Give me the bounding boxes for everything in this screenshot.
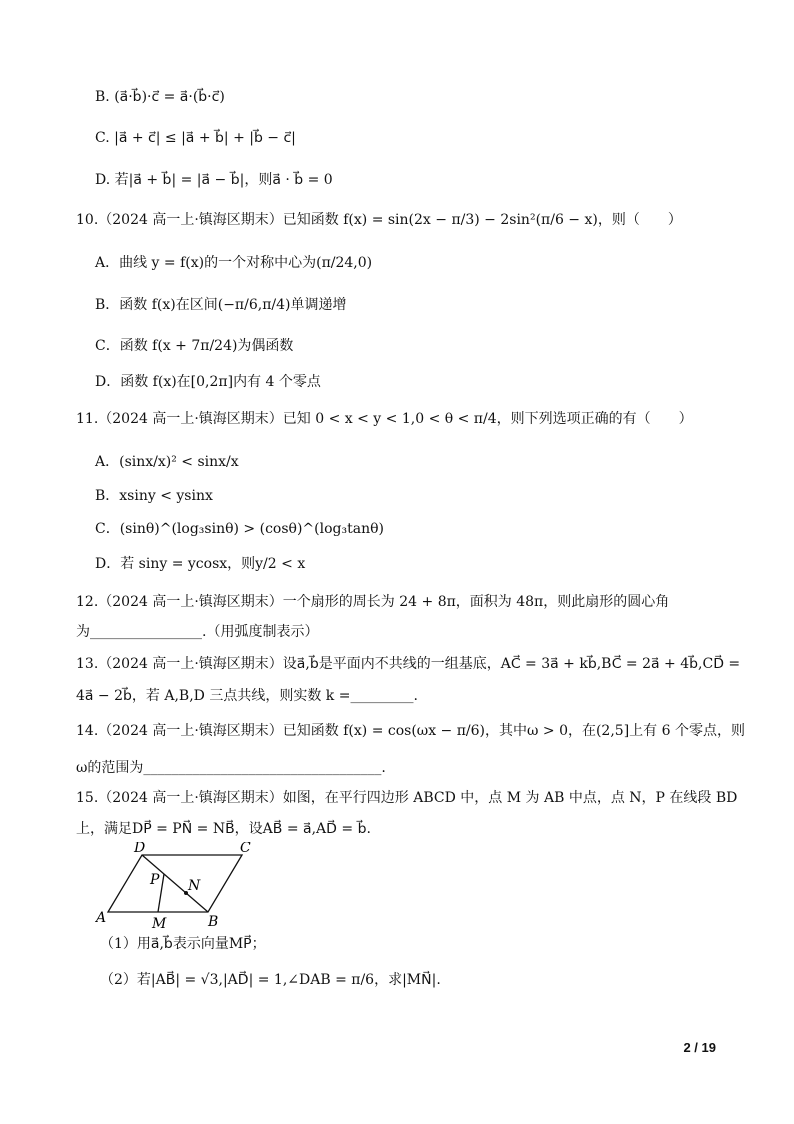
q9-option-b: B. (a⃗·b⃗)·c⃗ = a⃗·(b⃗·c⃗) xyxy=(95,89,225,105)
q11-option-a: A．(sinx/x)² < sinx/x xyxy=(95,454,239,470)
q10-stem: 10.（2024 高一上·镇海区期末）已知函数 f(x) = sin(2x − π/3) − 2sin²(π/6 − x)，则（ ） xyxy=(76,212,682,228)
q15-stem: 15.（2024 高一上·镇海区期末）如图，在平行四边形 ABCD 中，点 M 为 AB 中点，点 N，P 在线段 BD xyxy=(76,790,738,806)
q11-option-b: B．xsiny < ysinx xyxy=(95,488,213,504)
q10-option-d: D．函数 f(x)在[0,2π]内有 4 个零点 xyxy=(95,374,321,390)
label-c: C xyxy=(240,842,251,856)
label-a: A xyxy=(96,910,107,926)
page-number: 2 / 19 xyxy=(683,1040,716,1055)
q12-stem: 12.（2024 高一上·镇海区期末）一个扇形的周长为 24 + 8π，面积为 48π，则此扇形的圆心角 xyxy=(76,594,670,610)
label-b: B xyxy=(208,914,219,930)
q10-option-a: A．曲线 y = f(x)的一个对称中心为(π/24,0) xyxy=(95,255,373,271)
q14-blank-line: ω的范围为__________________________________. xyxy=(76,760,386,776)
q10-option-b: B．函数 f(x)在区间(−π/6,π/4)单调递增 xyxy=(95,297,347,313)
q15-continuation: 上，满足DP⃗ = PN⃗ = NB⃗，设AB⃗ = a⃗,AD⃗ = b⃗. xyxy=(76,821,371,837)
q15-part2: （2）若|AB⃗| = √3,|AD⃗| = 1,∠DAB = π/6，求|MN⃗|. xyxy=(100,972,441,988)
q11-stem: 11.（2024 高一上·镇海区期末）已知 0 < x < y < 1,0 < θ < π/4，则下列选项正确的有（ ） xyxy=(76,411,693,427)
q9-option-d: D. 若|a⃗ + b⃗| = |a⃗ − b⃗|，则a⃗ · b⃗ = 0 xyxy=(95,172,333,188)
parallelogram-figure xyxy=(90,842,270,932)
label-p: P xyxy=(150,872,160,888)
label-m: M xyxy=(152,916,167,932)
q13-continuation: 4a⃗ − 2b⃗，若 A,B,D 三点共线，则实数 k =_________. xyxy=(76,688,418,704)
q13-stem: 13.（2024 高一上·镇海区期末）设a⃗,b⃗是平面内不共线的一组基底，AC⃗ = 3a⃗ + kb⃗,BC⃗ = 2a⃗ + 4b⃗,CD⃗ = xyxy=(76,656,741,672)
label-d: D xyxy=(134,842,146,856)
q11-option-c: C．(sinθ)^(log₃sinθ) > (cosθ)^(log₃tanθ) xyxy=(95,521,384,537)
q12-blank-line: 为________________.（用弧度制表示） xyxy=(76,624,319,640)
q15-part1: （1）用a⃗,b⃗表示向量MP⃗； xyxy=(100,936,266,952)
q9-option-c: C. |a⃗ + c⃗| ≤ |a⃗ + b⃗| + |b⃗ − c⃗| xyxy=(95,130,296,146)
q11-option-d: D．若 siny = ycosx，则y/2 < x xyxy=(95,556,306,572)
q10-option-c: C．函数 f(x + 7π/24)为偶函数 xyxy=(95,338,294,354)
q14-stem: 14.（2024 高一上·镇海区期末）已知函数 f(x) = cos(ωx − π/6)，其中ω > 0，在(2,5]上有 6 个零点，则 xyxy=(76,723,745,739)
label-n: N xyxy=(188,878,201,894)
